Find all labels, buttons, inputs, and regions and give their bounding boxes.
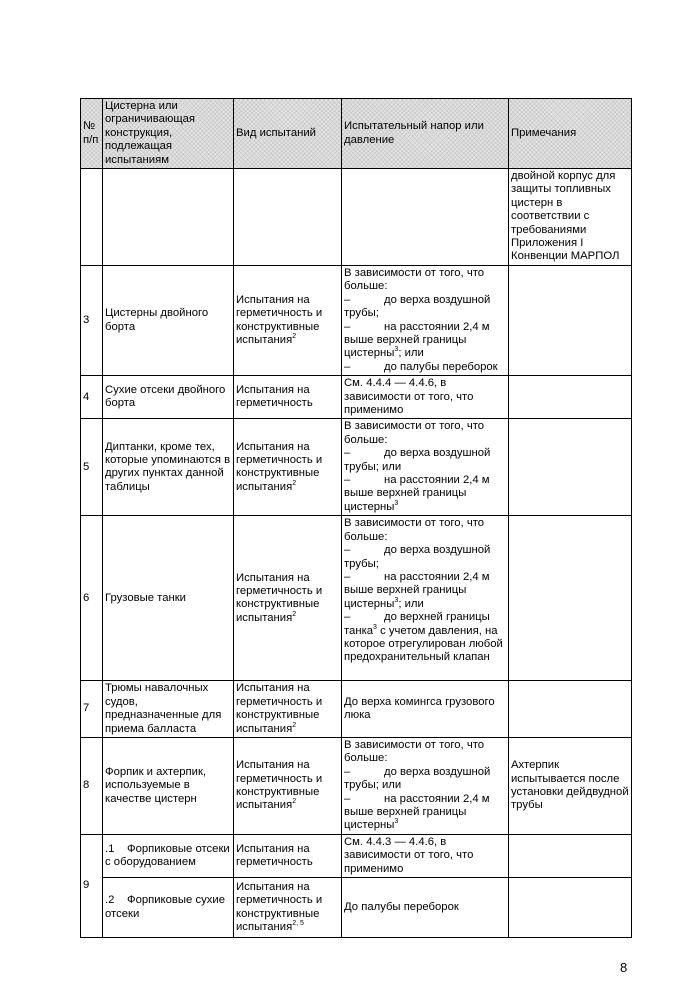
table-header-row [81,99,632,169]
structure-cell: Диптанки, кроме тех, которые упоминаются в других пунктах данной таблицы [103,419,234,516]
test-type-cell: Испытания на герметичность [234,376,342,419]
structure-cell: Грузовые танки [103,516,234,681]
table-row [81,737,632,834]
tank-testing-table [80,98,632,938]
header-test-type: Вид испытаний [234,99,342,169]
row-number: 3 [81,265,103,375]
test-head-cell: См. 4.4.3 — 4.4.6, в зависимости от того, что применимо [342,834,509,877]
bullet-item: – до верхней границы танка$^3$ с учетом давления, на которое отрегулирован любой предохранительный клапан [344,611,503,664]
table-row [81,169,632,266]
structure-cell: Форпик и ахтерпик, используемые в качестве цистерн [103,737,234,834]
test-type-cell: Испытания на герметичность и конструктивные испытания$^2$ [234,265,342,375]
bullet-item: – до верха воздушной трубы; или [344,765,491,792]
test-type-cell: Испытания на герметичность и конструктивные испытания$^2$ [234,419,342,516]
table-row [81,516,632,681]
bullet-item: – до верха воздушной трубы; или [344,447,491,473]
structure-cell: .1 Форпиковые отсеки с оборудованием [103,834,234,877]
structure-cell: .2 Форпиковые сухие отсеки [103,878,234,938]
structure-cell: Трюмы навалочных судов, предназначенные для приема балласта [103,681,234,738]
row-number: 8 [81,737,103,834]
bullet-item: – до палубы переборок [344,360,498,373]
row-number: 6 [81,516,103,681]
table-row [81,878,632,938]
header-number: № п/п [81,99,103,169]
test-head-cell: В зависимости от того, что больше: – до верха воздушной трубы; или – на расстоянии 2,4 м выше верхней границы цистерны$^3$ [342,419,509,516]
bullet-item: – на расстоянии 2,4 м выше верхней границы цистерны$^3$ [344,473,490,513]
bullet-item: – на расстоянии 2,4 м выше верхней границы цистерны$^3$; или [344,320,490,360]
bullet-item: – до верха воздушной трубы; [344,293,491,320]
test-type-cell: Испытания на герметичность и конструктивные испытания$^2$ [234,737,342,834]
header-test-head: Испытательный напор или давление [342,99,509,169]
test-head-cell: В зависимости от того, что больше: – до верха воздушной трубы; – на расстоянии 2,4 м выше верхней границы цистерны$^3$; или – до верхней границы танка$^3$ с учетом давления, на которое отрегулирован любой предохранительный клапан [342,516,509,681]
table-row [81,681,632,738]
table-row [81,419,632,516]
bullet-item: – на расстоянии 2,4 м выше верхней границы цистерны$^3$; или [344,570,490,610]
table-row [81,834,632,877]
bullet-item: – до верха воздушной трубы; [344,544,491,570]
test-type-cell: Испытания на герметичность и конструктивные испытания$^2$ [234,681,342,738]
test-head-cell: В зависимости от того, что больше: – до верха воздушной трубы; – на расстоянии 2,4 м выше верхней границы цистерны$^3$; или – до палубы переборок [342,265,509,375]
test-type-cell: Испытания на герметичность [234,834,342,877]
bullet-item: – на расстоянии 2,4 м выше верхней границы цистерны$^3$ [344,792,490,832]
test-head-cell: См. 4.4.4 — 4.4.6, в зависимости от того, что применимо [342,376,509,419]
notes-cell: Ахтерпик испытывается после установки дейдвудной трубы [509,737,632,834]
table-row [81,376,632,419]
test-head-cell: В зависимости от того, что больше: – до верха воздушной трубы; или – на расстоянии 2,4 м выше верхней границы цистерны$^3$ [342,737,509,834]
structure-cell: Цистерны двойного борта [103,265,234,375]
structure-cell: Сухие отсеки двойного борта [103,376,234,419]
row-number: 9 [81,834,103,937]
test-head-cell: До палубы переборок [342,878,509,938]
header-notes: Примечания [509,99,632,169]
test-type-cell: Испытания на герметичность и конструктивные испытания$^2$ [234,516,342,681]
row-number: 7 [81,681,103,738]
test-type-cell: Испытания на герметичность и конструктивные испытания$^{2, 5}$ [234,878,342,938]
row-number: 5 [81,419,103,516]
header-structure: Цистерна или ограничивающая конструкция, подлежащая испытаниям [103,99,234,169]
page-number: 8 [620,960,628,975]
test-head-cell: До верха комингса грузового люка [342,681,509,738]
row-number: 4 [81,376,103,419]
table-row [81,265,632,375]
notes-cell: двойной корпус для защиты топливных цистерн в соответствии с требованиями Приложения I Конвенции МАРПОЛ [509,169,632,266]
